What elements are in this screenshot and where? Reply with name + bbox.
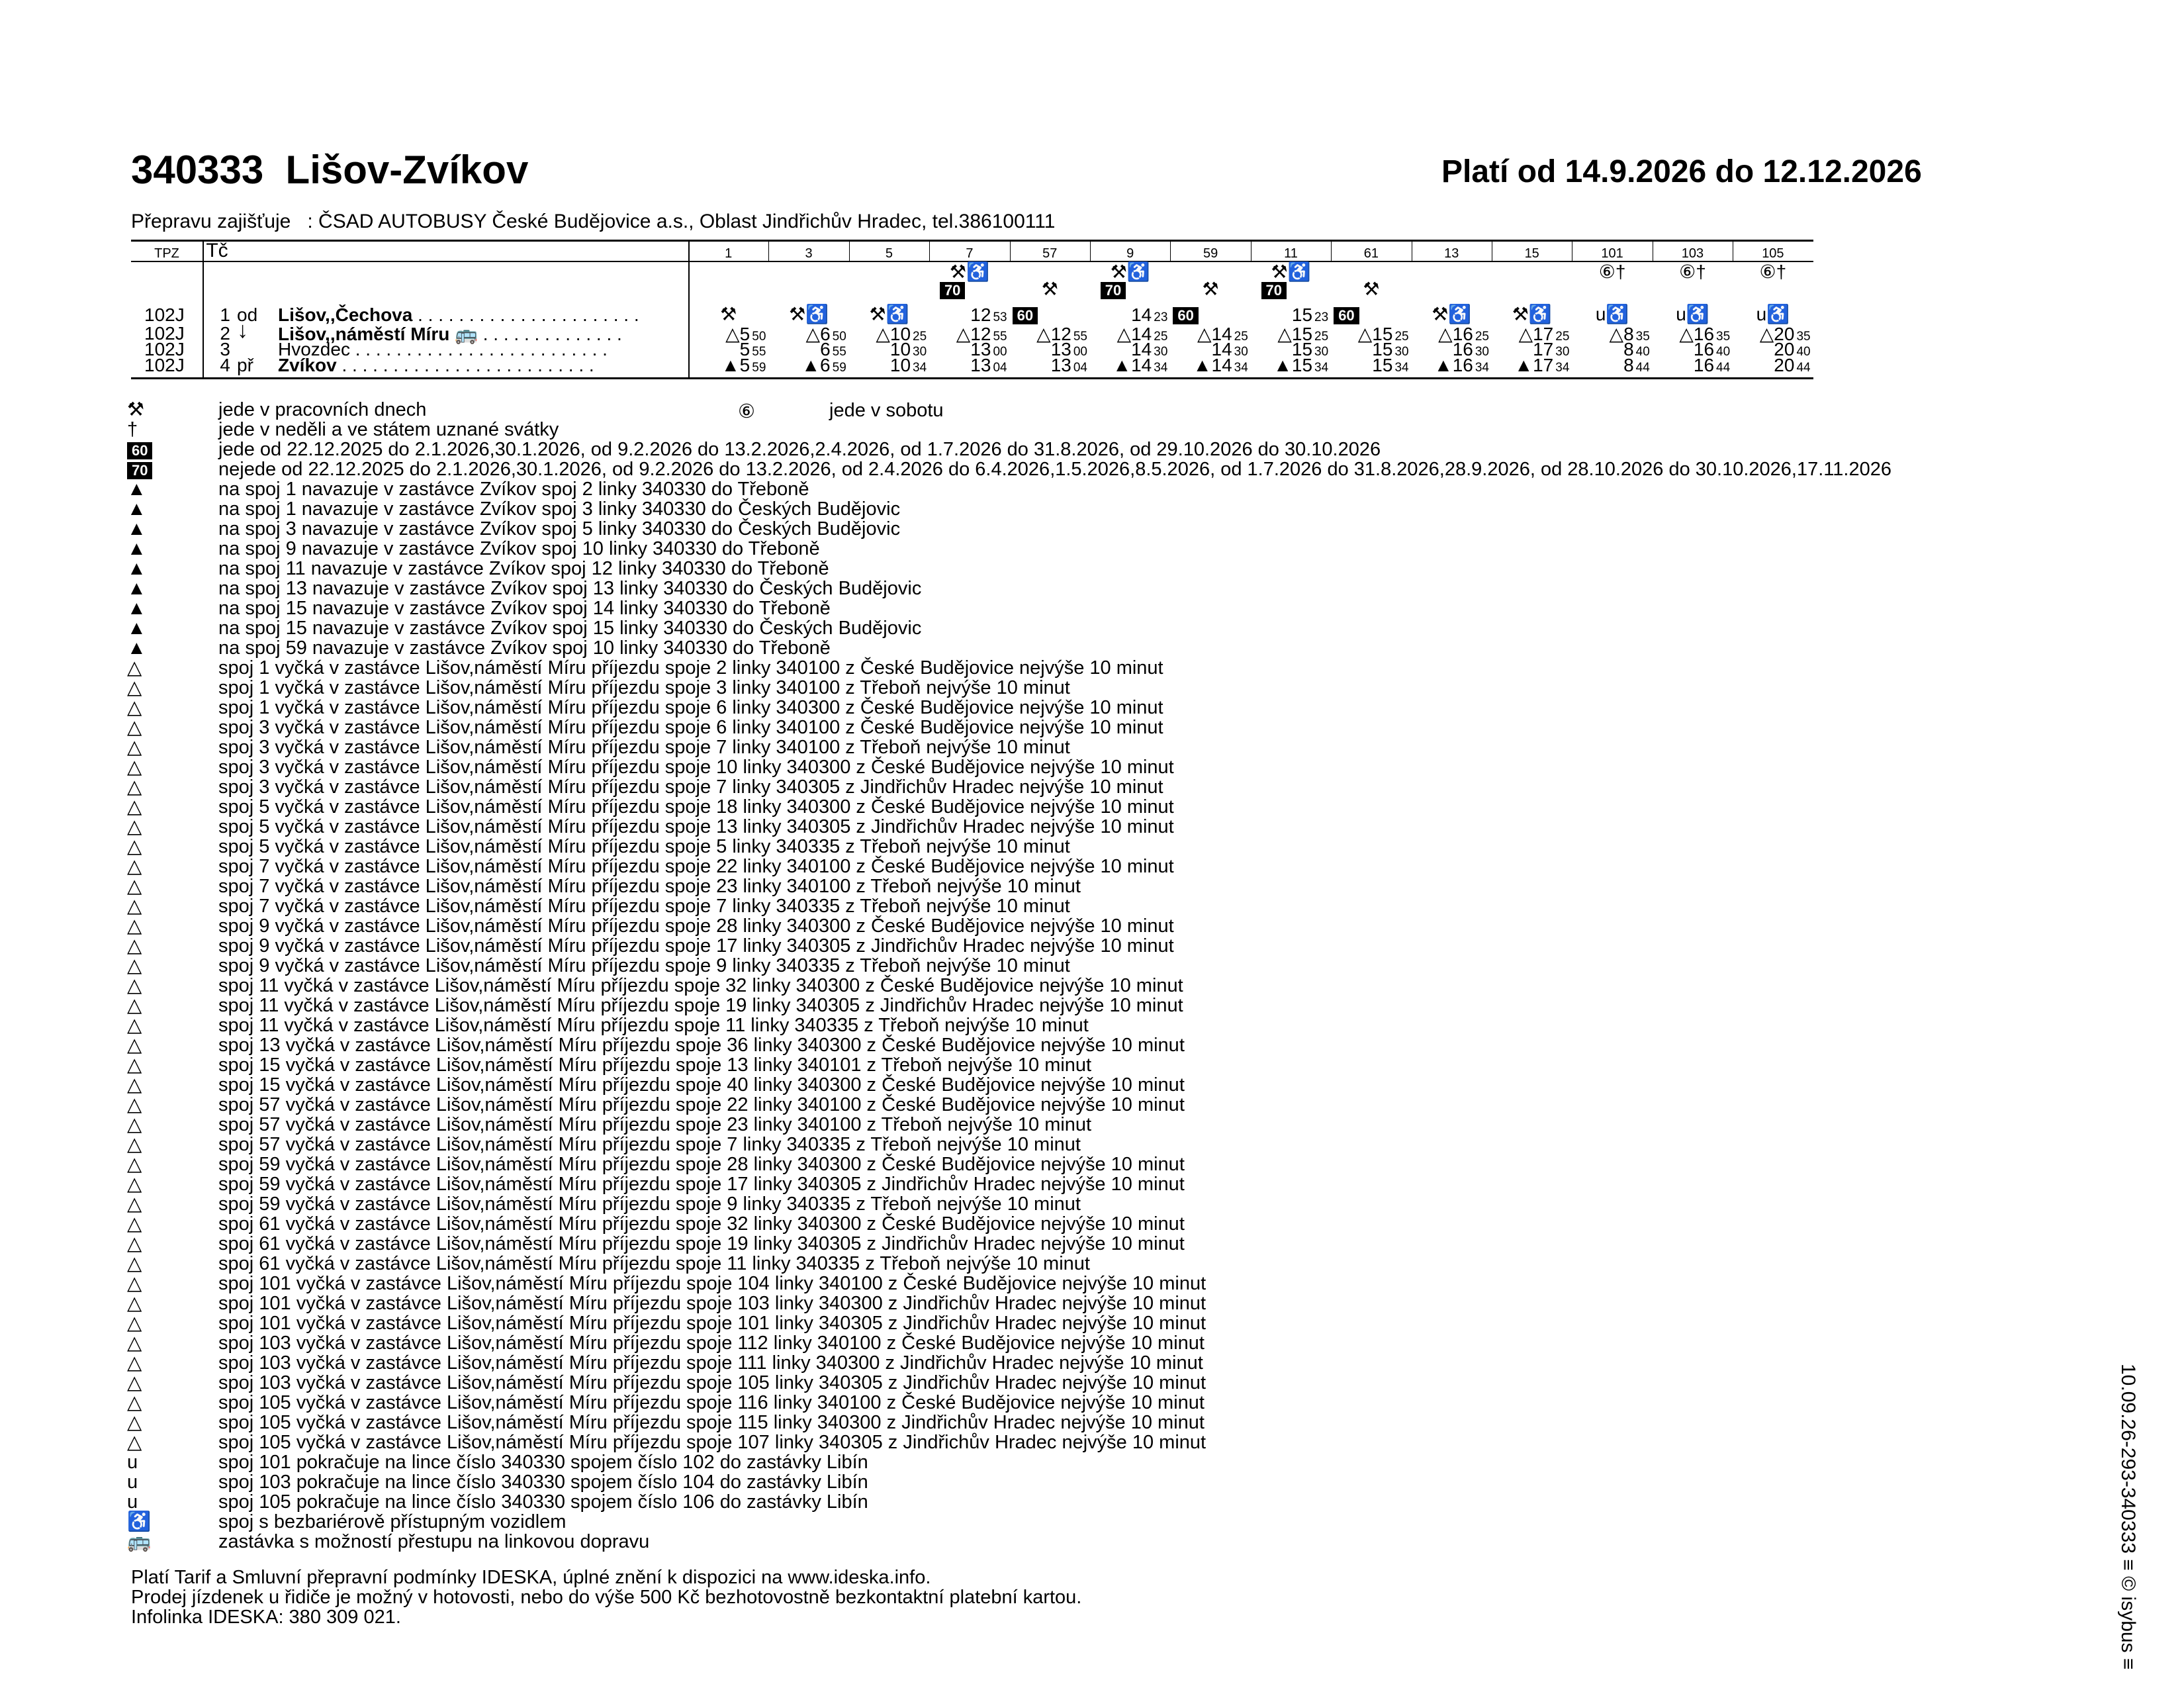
legend-symbol-icon: △ <box>127 677 142 698</box>
period-badge-60: 60 <box>1173 305 1198 324</box>
legend-text: spoj 101 vyčká v zastávce Lišov,náměstí Míru příjezdu spoje 103 linky 340300 z Jindřichův Hradec nejvýše 10 minut <box>218 1293 1206 1314</box>
trip-number-header: 105 <box>1762 246 1784 261</box>
legend-symbol-icon: u <box>127 1491 138 1513</box>
footer-line: Prodej jízdenek u řidiče je možný v hotovosti, nebo do výše 500 Kč bezhotovostně bezkontaktní platební kartou. <box>131 1587 1082 1608</box>
departure-time: 15 34 <box>1372 355 1409 375</box>
table-bottom-border <box>131 377 1813 379</box>
legend-symbol-icon: ▲ <box>127 558 146 579</box>
departure-time: 14 30 <box>1131 339 1168 359</box>
legend-symbol-icon: † <box>127 419 138 440</box>
legend-symbol-icon: △ <box>127 1372 142 1393</box>
legend-text: jede od 22.12.2025 do 2.1.2026,30.1.2026, od 9.2.2026 do 13.2.2026,2.4.2026, od 1.7.2026 do 31.8.2026, od 29.10.2026 do 30.10.2026 <box>218 439 1381 460</box>
legend-symbol-icon: △ <box>127 1233 142 1254</box>
legend-text: spoj 101 vyčká v zastávce Lišov,náměstí Míru příjezdu spoje 104 linky 340100 z České Budějovice nejvýše 10 minut <box>218 1273 1206 1294</box>
legend-text: spoj 105 pokračuje na lince číslo 340330 spojem číslo 106 do zastávky Libín <box>218 1491 868 1513</box>
legend-symbol-icon: △ <box>127 1174 142 1195</box>
legend-text: spoj 1 vyčká v zastávce Lišov,náměstí Míru příjezdu spoje 6 linky 340300 z České Budějovice nejvýše 10 minut <box>218 697 1163 718</box>
departure-time: ▲6 59 <box>801 355 846 375</box>
legend-text: spoj 7 vyčká v zastávce Lišov,náměstí Míru příjezdu spoje 23 linky 340100 z Třeboň nejvýše 10 minut <box>218 876 1081 897</box>
stop-tpz: 102J <box>144 323 185 344</box>
departure-time: △14 25 <box>1116 324 1168 344</box>
departure-time: △15 25 <box>1277 324 1329 344</box>
legend-text: spoj 59 vyčká v zastávce Lišov,náměstí Míru příjezdu spoje 9 linky 340335 z Třeboň nejvýše 10 minut <box>218 1194 1081 1215</box>
stop-tpz: 102J <box>144 305 185 325</box>
departure-time: 20 44 <box>1774 355 1811 375</box>
trip-note-icon: ⚒ <box>1363 279 1380 299</box>
legend-symbol-icon: △ <box>127 1352 142 1374</box>
timetable <box>131 240 1813 381</box>
legend-text: na spoj 13 navazuje v zastávce Zvíkov spoj 13 linky 340330 do Českých Budějovic <box>218 578 922 599</box>
legend-text: na spoj 11 navazuje v zastávce Zvíkov spoj 12 linky 340330 do Třeboně <box>218 558 829 579</box>
legend-text: spoj 103 vyčká v zastávce Lišov,náměstí Míru příjezdu spoje 105 linky 340305 z Jindřichův Hradec nejvýše 10 minut <box>218 1372 1206 1393</box>
legend-symbol-icon: △ <box>127 1392 142 1413</box>
legend-text: spoj 61 vyčká v zastávce Lišov,náměstí Míru příjezdu spoje 11 linky 340335 z Třeboň nejvýše 10 minut <box>218 1253 1090 1274</box>
legend-symbol-icon: ▲ <box>127 498 146 520</box>
period-badge-60: 60 <box>1013 305 1038 324</box>
trip-note-icon: u♿ <box>1676 304 1709 324</box>
header-tpz: TPZ <box>154 246 179 261</box>
trip-note-icon: ⚒ <box>1202 279 1219 299</box>
legend-symbol-icon: △ <box>127 1035 142 1056</box>
legend-symbol-icon: ▲ <box>127 598 146 619</box>
legend-symbol-icon: △ <box>127 1094 142 1115</box>
legend-text: spoj 11 vyčká v zastávce Lišov,náměstí Míru příjezdu spoje 32 linky 340300 z České Budějovice nejvýše 10 minut <box>218 975 1183 996</box>
legend-symbol-icon: △ <box>127 816 142 837</box>
departure-time: 10 30 <box>889 339 927 359</box>
legend-symbol-icon: △ <box>127 1194 142 1215</box>
document-code: 10.09.26-293-340333 ≡ © isybus ≡ <box>2117 1364 2139 1670</box>
legend-text: spoj 3 vyčká v zastávce Lišov,náměstí Míru příjezdu spoje 7 linky 340100 z Třeboň nejvýše 10 minut <box>218 737 1070 758</box>
trip-number-header: 3 <box>805 246 813 261</box>
legend-text: spoj 5 vyčká v zastávce Lišov,náměstí Míru příjezdu spoje 13 linky 340305 z Jindřichův Hradec nejvýše 10 minut <box>218 816 1174 837</box>
trip-note-icon: ⚒ <box>1041 279 1058 299</box>
departure-time: 13 04 <box>1050 355 1087 375</box>
legend-symbol-icon: △ <box>127 1213 142 1235</box>
table-top-border <box>131 240 1813 242</box>
period-badge-70: 70 <box>1251 279 1297 299</box>
departure-time: 15 23 <box>1291 305 1329 325</box>
departure-time: ▲14 34 <box>1193 355 1248 375</box>
stop-name: Zvíkov . . . . . . . . . . . . . . . . . . . . . . . . . <box>278 355 594 375</box>
departure-time: △16 25 <box>1438 324 1489 344</box>
legend-text: spoj 105 vyčká v zastávce Lišov,náměstí Míru příjezdu spoje 107 linky 340305 z Jindřichův Hradec nejvýše 10 minut <box>218 1432 1206 1453</box>
legend-symbol-icon: △ <box>127 836 142 857</box>
departure-time: 10 34 <box>889 355 927 375</box>
departure-time: 14 30 <box>1211 339 1248 359</box>
legend-text: zastávka s možností přestupu na linkovou dopravu <box>218 1531 650 1552</box>
legend-text: spoj 59 vyčká v zastávce Lišov,náměstí Míru příjezdu spoje 28 linky 340300 z České Budějovice nejvýše 10 minut <box>218 1154 1185 1175</box>
trip-note-icon: ⚒♿ <box>1512 304 1552 324</box>
departure-time: 16 44 <box>1693 355 1731 375</box>
legend-text: na spoj 1 navazuje v zastávce Zvíkov spoj 2 linky 340330 do Třeboně <box>218 479 809 500</box>
trip-number-header: 9 <box>1126 246 1134 261</box>
departure-time: △5 50 <box>725 324 766 344</box>
legend-symbol-icon: 60 <box>127 440 160 459</box>
legend-text: na spoj 15 navazuje v zastávce Zvíkov spoj 14 linky 340330 do Třeboně <box>218 598 831 619</box>
departure-time: 16 30 <box>1452 339 1489 359</box>
departure-time: 14 23 <box>1131 305 1168 325</box>
trip-note-icon: u♿ <box>1756 304 1790 324</box>
legend-symbol-icon: △ <box>127 955 142 976</box>
trip-number-header: 15 <box>1524 246 1539 261</box>
legend-text: spoj 105 vyčká v zastávce Lišov,náměstí Míru příjezdu spoje 115 linky 340300 z Jindřichův Hradec nejvýše 10 minut <box>218 1412 1205 1433</box>
legend-text: spoj 9 vyčká v zastávce Lišov,náměstí Míru příjezdu spoje 28 linky 340300 z České Budějovice nejvýše 10 minut <box>218 915 1174 937</box>
period-badge-70: 70 <box>1090 279 1136 299</box>
trip-number-header: 59 <box>1203 246 1218 261</box>
departure-time: 6 55 <box>820 339 846 359</box>
legend-text: na spoj 15 navazuje v zastávce Zvíkov spoj 15 linky 340330 do Českých Budějovic <box>218 618 922 639</box>
legend-symbol-icon: △ <box>127 1114 142 1135</box>
departure-time: △20 35 <box>1759 324 1811 344</box>
period-badge-60: 60 <box>1334 305 1359 324</box>
departure-time: ▲15 34 <box>1273 355 1329 375</box>
departure-time: △17 25 <box>1518 324 1570 344</box>
legend-symbol-icon: △ <box>127 1074 142 1096</box>
legend-symbol-icon: 🚌 <box>127 1531 152 1552</box>
departure-time: 15 30 <box>1372 339 1409 359</box>
legend-symbol-icon: △ <box>127 896 142 917</box>
stop-arr-dep: př <box>237 355 253 375</box>
trip-number-header: 13 <box>1444 246 1459 261</box>
legend-symbol-icon: △ <box>127 1253 142 1274</box>
legend-text: spoj 103 vyčká v zastávce Lišov,náměstí Míru příjezdu spoje 111 linky 340300 z Jindřichův Hradec nejvýše 10 minut <box>218 1352 1203 1374</box>
departure-time: 12 53 <box>970 305 1007 325</box>
trip-note-icon: ⚒♿ <box>949 261 989 282</box>
saturday-symbol: ⑥ <box>738 401 755 422</box>
legend-text: spoj 3 vyčká v zastávce Lišov,náměstí Míru příjezdu spoje 6 linky 340100 z České Budějovice nejvýše 10 minut <box>218 717 1163 738</box>
footer-line: Infolinka IDESKA: 380 309 021. <box>131 1607 401 1628</box>
trip-note-icon: ⚒ <box>720 304 737 324</box>
departure-time: △15 25 <box>1357 324 1409 344</box>
legend-text: spoj 61 vyčká v zastávce Lišov,náměstí Míru příjezdu spoje 19 linky 340305 z Jindřichův Hradec nejvýše 10 minut <box>218 1233 1185 1254</box>
legend-text: spoj 9 vyčká v zastávce Lišov,náměstí Míru příjezdu spoje 9 linky 340335 z Třeboň nejvýše 10 minut <box>218 955 1070 976</box>
legend-symbol-icon: △ <box>127 995 142 1016</box>
departure-time: 13 04 <box>970 355 1007 375</box>
stop-arr-dep: od <box>237 305 258 325</box>
stop-name: Lišov,,náměstí Míru 🚌 . . . . . . . . . . . . . . <box>278 324 622 344</box>
validity-period: Platí od 14.9.2026 do 12.12.2026 <box>1441 154 1922 189</box>
departure-time: 5 55 <box>739 339 766 359</box>
legend-symbol-icon: ▲ <box>127 578 146 599</box>
trip-note-icon: ⚒♿ <box>1110 261 1150 282</box>
legend-text: spoj 101 pokračuje na lince číslo 340330 spojem číslo 102 do zastávky Libín <box>218 1452 868 1473</box>
trip-number-header: 101 <box>1601 246 1623 261</box>
legend-text: spoj 3 vyčká v zastávce Lišov,náměstí Míru příjezdu spoje 7 linky 340305 z Jindřichův Hradec nejvýše 10 minut <box>218 776 1163 798</box>
stop-number: 1 <box>220 305 230 325</box>
legend-symbol-icon: 70 <box>127 459 160 479</box>
legend-symbol-icon: △ <box>127 1015 142 1036</box>
departure-time: 16 40 <box>1693 339 1731 359</box>
legend-symbol-icon: △ <box>127 737 142 758</box>
legend-text: spoj 9 vyčká v zastávce Lišov,náměstí Míru příjezdu spoje 17 linky 340305 z Jindřichův Hradec nejvýše 10 minut <box>218 935 1174 957</box>
legend-symbol-icon: △ <box>127 657 142 679</box>
legend-symbol-icon: △ <box>127 1293 142 1314</box>
legend-symbol-icon: ♿ <box>127 1511 152 1532</box>
header-tc: Tč <box>206 240 228 261</box>
legend-text: spoj 1 vyčká v zastávce Lišov,náměstí Míru příjezdu spoje 2 linky 340100 z České Budějovice nejvýše 10 minut <box>218 657 1163 679</box>
legend-symbol-icon: △ <box>127 757 142 778</box>
legend-symbol-icon: △ <box>127 1333 142 1354</box>
legend-text: na spoj 59 navazuje v zastávce Zvíkov spoj 10 linky 340330 do Třeboně <box>218 637 831 659</box>
departure-time: △8 35 <box>1609 324 1650 344</box>
footer-line: Platí Tarif a Smluvní přepravní podmínky IDESKA, úplné znění k dispozici na www.ideska.info. <box>131 1567 931 1588</box>
saturday-text: jede v sobotu <box>829 400 944 421</box>
legend-text: spoj 15 vyčká v zastávce Lišov,náměstí Míru příjezdu spoje 13 linky 340101 z Třeboň nejvýše 10 minut <box>218 1055 1092 1076</box>
legend-symbol-icon: ▲ <box>127 518 146 539</box>
legend-symbol-icon: u <box>127 1452 138 1473</box>
legend-symbol-icon: △ <box>127 697 142 718</box>
legend-symbol-icon: △ <box>127 975 142 996</box>
trip-note-icon: ⑥† <box>1679 261 1706 282</box>
legend-text: spoj 15 vyčká v zastávce Lišov,náměstí Míru příjezdu spoje 40 linky 340300 z České Budějovice nejvýše 10 minut <box>218 1074 1185 1096</box>
legend-symbol-icon: ▲ <box>127 538 146 559</box>
legend-symbol-icon: △ <box>127 1313 142 1334</box>
trip-note-icon: ⚒♿ <box>1432 304 1472 324</box>
trip-note-icon: u♿ <box>1595 304 1629 324</box>
departure-time: △12 55 <box>1036 324 1087 344</box>
legend-text: spoj 57 vyčká v zastávce Lišov,náměstí Míru příjezdu spoje 22 linky 340100 z České Budějovice nejvýše 10 minut <box>218 1094 1185 1115</box>
legend-text: na spoj 9 navazuje v zastávce Zvíkov spoj 10 linky 340330 do Třeboně <box>218 538 820 559</box>
page-title: 340333 Lišov-Zvíkov <box>131 148 529 192</box>
trip-note-icon: ⑥† <box>1598 261 1626 282</box>
departure-time: 8 40 <box>1623 339 1650 359</box>
departure-time: ▲5 59 <box>721 355 766 375</box>
departure-time: 13 00 <box>1050 339 1087 359</box>
stop-name: Lišov,,Čechova . . . . . . . . . . . . . . . . . . . . . . <box>278 305 639 325</box>
stop-number: 4 <box>220 355 230 375</box>
legend-text: spoj 61 vyčká v zastávce Lišov,náměstí Míru příjezdu spoje 32 linky 340300 z České Budějovice nejvýše 10 minut <box>218 1213 1185 1235</box>
trip-note-icon: ⑥† <box>1759 261 1787 282</box>
departure-time: △12 55 <box>956 324 1007 344</box>
legend-symbol-icon: △ <box>127 915 142 937</box>
legend-symbol-icon: ▲ <box>127 479 146 500</box>
trip-number-header: 7 <box>966 246 974 261</box>
departure-time: 8 44 <box>1623 355 1650 375</box>
legend-symbol-icon: △ <box>127 935 142 957</box>
legend-symbol-icon: △ <box>127 1412 142 1433</box>
trip-number-header: 1 <box>725 246 733 261</box>
legend-text: spoj 105 vyčká v zastávce Lišov,náměstí Míru příjezdu spoje 116 linky 340100 z České Budějovice nejvýše 10 minut <box>218 1392 1205 1413</box>
legend-text: spoj 13 vyčká v zastávce Lišov,náměstí Míru příjezdu spoje 36 linky 340300 z České Budějovice nejvýše 10 minut <box>218 1035 1185 1056</box>
legend-text: spoj 103 pokračuje na lince číslo 340330 spojem číslo 104 do zastávky Libín <box>218 1472 868 1493</box>
legend-text: spoj 11 vyčká v zastávce Lišov,náměstí Míru příjezdu spoje 19 linky 340305 z Jindřichův Hradec nejvýše 10 minut <box>218 995 1183 1016</box>
legend-text: jede v neděli a ve státem uznané svátky <box>218 419 559 440</box>
legend-text: spoj 11 vyčká v zastávce Lišov,náměstí Míru příjezdu spoje 11 linky 340335 z Třeboň nejvýše 10 minut <box>218 1015 1089 1036</box>
direction-arrow-icon: ↓ <box>237 318 248 343</box>
legend-text: spoj 7 vyčká v zastávce Lišov,náměstí Míru příjezdu spoje 22 linky 340100 z České Budějovice nejvýše 10 minut <box>218 856 1174 877</box>
trip-number-header: 11 <box>1284 246 1298 261</box>
departure-time: 13 00 <box>970 339 1007 359</box>
legend-symbol-icon: △ <box>127 776 142 798</box>
departure-time: △16 35 <box>1679 324 1731 344</box>
departure-time: ▲17 34 <box>1514 355 1570 375</box>
stop-name: Hvozdec . . . . . . . . . . . . . . . . . . . . . . . . . <box>278 339 608 359</box>
departure-time: 20 40 <box>1774 339 1811 359</box>
legend-text: spoj 3 vyčká v zastávce Lišov,náměstí Míru příjezdu spoje 10 linky 340300 z České Budějovice nejvýše 10 minut <box>218 757 1174 778</box>
departure-time: △6 50 <box>805 324 846 344</box>
departure-time: △10 25 <box>876 324 927 344</box>
footer <box>131 1568 1081 1627</box>
operator-info: Přepravu zajišťuje : ČSAD AUTOBUSY České Budějovice a.s., Oblast Jindřichův Hradec, tel.386100111 <box>131 211 1056 232</box>
legend-text: spoj s bezbariérově přístupným vozidlem <box>218 1511 567 1532</box>
departure-time: ▲14 34 <box>1113 355 1168 375</box>
trip-number-header: 5 <box>885 246 893 261</box>
legend-text: spoj 57 vyčká v zastávce Lišov,náměstí Míru příjezdu spoje 23 linky 340100 z Třeboň nejvýše 10 minut <box>218 1114 1092 1135</box>
legend-text: spoj 59 vyčká v zastávce Lišov,náměstí Míru příjezdu spoje 17 linky 340305 z Jindřichův Hradec nejvýše 10 minut <box>218 1174 1185 1195</box>
legend-symbol-icon: △ <box>127 1432 142 1453</box>
period-badge-70: 70 <box>929 279 976 299</box>
departure-time: 15 30 <box>1291 339 1329 359</box>
departure-time: ▲16 34 <box>1433 355 1489 375</box>
trip-number-header: 103 <box>1681 246 1704 261</box>
legend-symbol-icon: △ <box>127 1134 142 1155</box>
legend-symbol-icon: u <box>127 1472 138 1493</box>
legend-text: spoj 101 vyčká v zastávce Lišov,náměstí Míru příjezdu spoje 101 linky 340305 z Jindřichův Hradec nejvýše 10 minut <box>218 1313 1206 1334</box>
trip-note-icon: ⚒♿ <box>789 304 829 324</box>
legend-text: spoj 57 vyčká v zastávce Lišov,náměstí Míru příjezdu spoje 7 linky 340335 z Třeboň nejvýše 10 minut <box>218 1134 1081 1155</box>
legend-text: spoj 1 vyčká v zastávce Lišov,náměstí Míru příjezdu spoje 3 linky 340100 z Třeboň nejvýše 10 minut <box>218 677 1070 698</box>
legend-text: spoj 103 vyčká v zastávce Lišov,náměstí Míru příjezdu spoje 112 linky 340100 z České Budějovice nejvýše 10 minut <box>218 1333 1205 1354</box>
stop-tpz: 102J <box>144 339 185 359</box>
legend-text: spoj 5 vyčká v zastávce Lišov,náměstí Míru příjezdu spoje 5 linky 340335 z Třeboň nejvýše 10 minut <box>218 836 1070 857</box>
legend-text: na spoj 3 navazuje v zastávce Zvíkov spoj 5 linky 340330 do Českých Budějovic <box>218 518 901 539</box>
legend-text: jede v pracovních dnech <box>218 399 427 420</box>
legend-text: spoj 5 vyčká v zastávce Lišov,náměstí Míru příjezdu spoje 18 linky 340300 z České Budějovice nejvýše 10 minut <box>218 796 1174 818</box>
stop-number: 3 <box>220 339 230 359</box>
departure-time: △14 25 <box>1197 324 1248 344</box>
legend-text: na spoj 1 navazuje v zastávce Zvíkov spoj 3 linky 340330 do Českých Budějovic <box>218 498 901 520</box>
trip-note-icon: ⚒♿ <box>1271 261 1311 282</box>
legend-symbol-icon: ▲ <box>127 637 146 659</box>
legend-symbol-icon: △ <box>127 876 142 897</box>
legend-symbol-icon: ⚒ <box>127 399 144 420</box>
trip-note-icon: ⚒♿ <box>869 304 909 324</box>
legend-text: spoj 7 vyčká v zastávce Lišov,náměstí Míru příjezdu spoje 7 linky 340335 z Třeboň nejvýše 10 minut <box>218 896 1070 917</box>
legend-symbol-icon: △ <box>127 1273 142 1294</box>
legend-symbol-icon: △ <box>127 1055 142 1076</box>
legend-text: nejede od 22.12.2025 do 2.1.2026,30.1.2026, od 9.2.2026 do 13.2.2026, od 2.4.2026 do 6.4.2026,1.5.2026,8.5.2026, od 1.7.2026 do 31.8.2026,28.9.2026, od 28.10.2026 do 30.10.2026,17.11.2026 <box>218 459 1891 480</box>
legend-symbol-icon: △ <box>127 856 142 877</box>
legend-symbol-icon: △ <box>127 796 142 818</box>
legend-symbol-icon: ▲ <box>127 618 146 639</box>
legend-symbol-icon: △ <box>127 1154 142 1175</box>
stop-number: 2 <box>220 323 230 344</box>
trip-number-header: 57 <box>1042 246 1058 261</box>
departure-time: 17 30 <box>1533 339 1570 359</box>
stop-tpz: 102J <box>144 355 185 375</box>
legend-symbol-icon: △ <box>127 717 142 738</box>
trip-number-header: 61 <box>1363 246 1379 261</box>
